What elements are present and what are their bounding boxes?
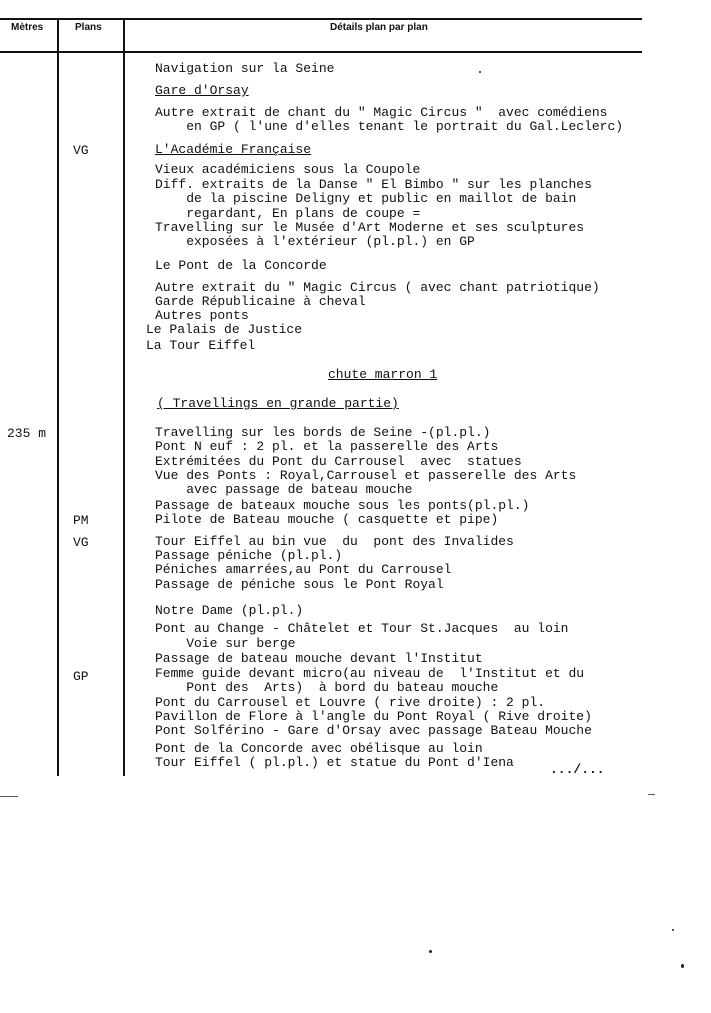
plans-marker-pm: PM xyxy=(73,513,89,528)
detail-line: Tour Eiffel au bin vue du pont des Invalides xyxy=(155,534,514,549)
continuation-mark: .../... xyxy=(550,762,605,777)
detail-line: Diff. extraits de la Danse " El Bimbo " sur les planches xyxy=(155,177,592,192)
detail-line: Femme guide devant micro(au niveau de l'Institut et du xyxy=(155,666,585,681)
detail-line: Pilote de Bateau mouche ( casquette et pipe) xyxy=(155,512,499,527)
detail-line: Pont au Change - Châtelet et Tour St.Jacques au loin xyxy=(155,621,569,636)
detail-line: Autres ponts xyxy=(155,308,249,323)
plans-marker-vg-2: VG xyxy=(73,535,89,550)
detail-line: Extrémitées du Pont du Carrousel avec statues xyxy=(155,454,522,469)
detail-line: Travelling sur le Musée d'Art Moderne et ses sculptures xyxy=(155,220,585,235)
column-header-metres: Mètres xyxy=(11,22,44,33)
detail-line: Pont N euf : 2 pl. et la passerelle des Arts xyxy=(155,439,499,454)
detail-line: Notre Dame (pl.pl.) xyxy=(155,603,304,618)
plans-marker-gp: GP xyxy=(73,669,89,684)
detail-line: Travelling sur les bords de Seine -(pl.pl.) xyxy=(155,425,491,440)
metres-marker: 235 m xyxy=(7,426,47,441)
detail-line: de la piscine Deligny et public en maillot de bain xyxy=(155,191,577,206)
detail-line: Autre extrait de chant du " Magic Circus " avec comédiens xyxy=(155,105,608,120)
detail-line: Pont de la Concorde avec obélisque au loin xyxy=(155,741,483,756)
detail-line: Vue des Ponts : Royal,Carrousel et passerelle des Arts xyxy=(155,468,577,483)
detail-line: L'Académie Française xyxy=(155,142,312,157)
column-header-details: Détails plan par plan xyxy=(330,22,428,33)
scan-mark xyxy=(648,794,655,795)
detail-line: chute marron 1 xyxy=(328,367,438,382)
scan-speck xyxy=(429,950,432,953)
detail-line: Passage péniche (pl.pl.) xyxy=(155,548,343,563)
detail-line: Péniches amarrées,au Pont du Carrousel xyxy=(155,562,452,577)
column-header-plans: Plans xyxy=(75,22,102,33)
scan-speck xyxy=(479,71,481,73)
scan-speck xyxy=(681,964,684,968)
detail-line: Gare d'Orsay xyxy=(155,83,249,98)
detail-line: ( Travellings en grande partie) xyxy=(157,396,399,411)
detail-line: Navigation sur la Seine xyxy=(155,61,335,76)
detail-line: avec passage de bateau mouche xyxy=(155,482,413,497)
detail-line: Garde Républicaine à cheval xyxy=(155,294,366,309)
detail-line: exposées à l'extérieur (pl.pl.) en GP xyxy=(155,234,475,249)
detail-line: Vieux académiciens sous la Coupole xyxy=(155,162,421,177)
detail-line: Le Pont de la Concorde xyxy=(155,258,327,273)
detail-line: Pont du Carrousel et Louvre ( rive droite) : 2 pl. xyxy=(155,695,546,710)
detail-line: Passage de bateau mouche devant l'Institut xyxy=(155,651,483,666)
detail-line: La Tour Eiffel xyxy=(146,338,256,353)
detail-line: Passage de bateaux mouche sous les ponts(pl.pl.) xyxy=(155,498,530,513)
detail-line: regardant, En plans de coupe = xyxy=(155,206,421,221)
detail-line: Tour Eiffel ( pl.pl.) et statue du Pont d'Iena xyxy=(155,755,514,770)
detail-line: Voie sur berge xyxy=(155,636,296,651)
detail-line: Pavillon de Flore à l'angle du Pont Royal ( Rive droite) xyxy=(155,709,592,724)
detail-line: Pont des Arts) à bord du bateau mouche xyxy=(155,680,499,695)
scan-mark xyxy=(0,796,18,797)
detail-line: Le Palais de Justice xyxy=(146,322,303,337)
detail-line: Passage de péniche sous le Pont Royal xyxy=(155,577,444,592)
plans-marker-vg-1: VG xyxy=(73,143,89,158)
detail-line: Autre extrait du " Magic Circus ( avec chant patriotique) xyxy=(155,280,600,295)
scan-speck xyxy=(672,929,674,931)
detail-line: en GP ( l'une d'elles tenant le portrait du Gal.Leclerc) xyxy=(155,119,624,134)
detail-line: Pont Solférino - Gare d'Orsay avec passage Bateau Mouche xyxy=(155,723,592,738)
